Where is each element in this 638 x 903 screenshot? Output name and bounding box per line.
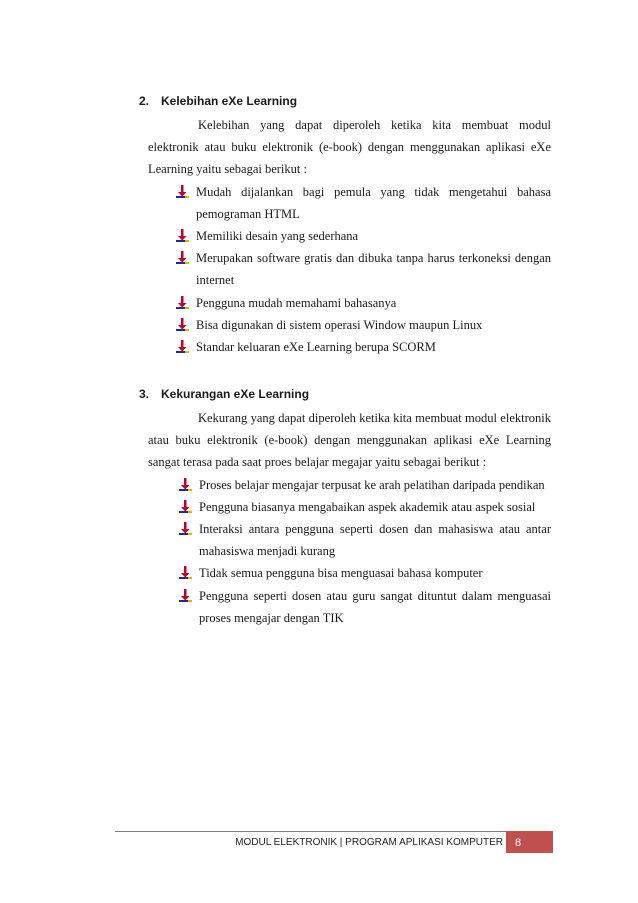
list-item — [179, 518, 551, 562]
list-item-text: Interaksi antara pengguna seperti dosen dan mahasiswa atau antar mahasiswa menjadi kurang — [199, 522, 551, 559]
list-item-text: Merupakan software gratis dan dibuka tanpa harus terkoneksi dengan internet — [196, 251, 551, 288]
bullet-list — [139, 181, 551, 359]
list-item-text: Memiliki desain yang sederhana — [196, 229, 359, 244]
list-item-text: Mudah dijalankan bagi pemula yang tidak mengetahui bahasa pemograman HTML — [196, 184, 551, 221]
section-title: Kelebihan eXe Learning — [161, 94, 298, 108]
list-item — [176, 225, 551, 247]
page-number-badge: 8 — [506, 831, 553, 853]
list-item — [176, 181, 551, 225]
list-item — [176, 247, 551, 291]
section-paragraph: Kelebihan yang dapat diperoleh ketika kita membuat modul elektronik atau buku elektronik (e-book) dengan menggunakan aplikasi eXe Learning yaitu sebagai berikut : — [148, 118, 551, 177]
section-heading — [139, 385, 551, 403]
list-item — [179, 474, 551, 496]
section-title: Kekurangan eXe Learning — [161, 387, 310, 401]
section-number: 3. — [139, 387, 150, 401]
section-kelebihan — [139, 92, 551, 358]
bullet-list — [139, 474, 551, 629]
list-item-text: Standar keluaran eXe Learning berupa SCORM — [196, 340, 436, 355]
section-paragraph: Kekurang yang dapat diperoleh ketika kita membuat modul elektronik atau buku elektronik (e-book) dengan menggunakan aplikasi eXe Learning sangat terasa pada saat proes belajar megajar yaitu sebagai berikut : — [148, 411, 551, 470]
list-item-text: Pengguna mudah memahami bahasanya — [196, 295, 397, 310]
section-heading — [139, 92, 551, 110]
section-kekurangan — [139, 385, 551, 629]
list-item — [179, 496, 551, 518]
section-number: 2. — [139, 94, 150, 108]
footer-divider — [115, 831, 506, 832]
list-item — [176, 292, 551, 314]
footer-title: MODUL ELEKTRONIK | PROGRAM APLIKASI KOMPUTER — [235, 837, 503, 848]
list-item-text: Pengguna seperti dosen atau guru sangat dituntut dalam menguasai proses mengajar dengan TIK — [199, 588, 551, 625]
list-item — [176, 314, 551, 336]
list-item — [179, 585, 551, 629]
list-item-text: Pengguna biasanya mengabaikan aspek akademik atau aspek sosial — [199, 499, 536, 514]
list-item-text: Bisa digunakan di sistem operasi Window maupun Linux — [196, 317, 483, 332]
list-item-text: Proses belajar mengajar terpusat ke arah pelatihan daripada pendikan — [199, 477, 545, 492]
list-item — [179, 562, 551, 584]
list-item-text: Tidak semua pengguna bisa menguasai bahasa komputer — [199, 566, 483, 581]
list-item — [176, 336, 551, 358]
